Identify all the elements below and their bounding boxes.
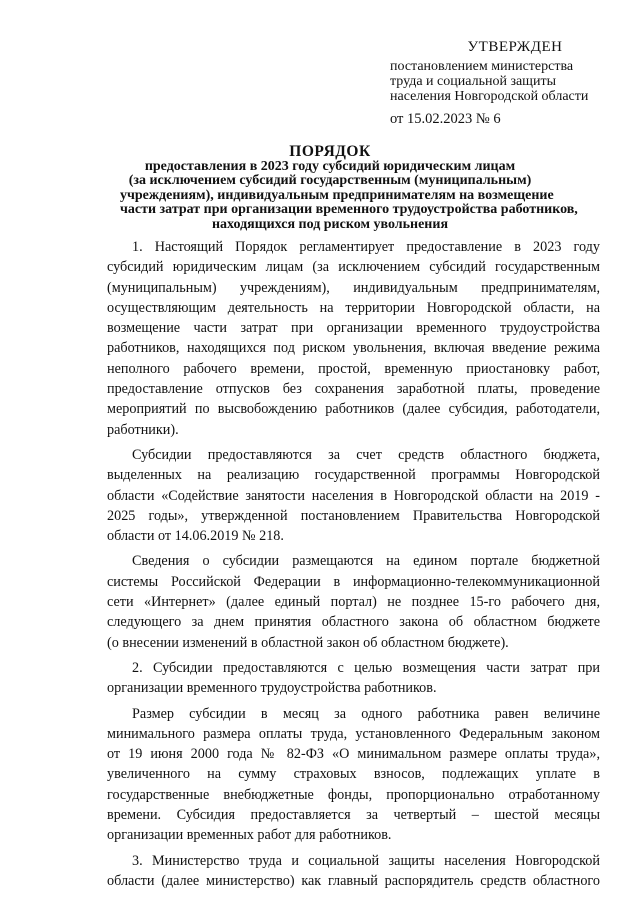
text-line: неполного рабочего времени, простой, временную приостановку работ, — [107, 360, 600, 377]
approval-stamp — [390, 40, 620, 127]
text-line: 3. Министерство труда и социальной защиты населения Новгородской — [132, 852, 600, 869]
paragraph-5 — [107, 704, 600, 846]
text-line: от 19 июня 2000 года № 82-ФЗ «О минимальном размере оплаты труда», — [107, 746, 600, 763]
title-subline: предоставления в 2023 году субсидий юридическим лицам — [144, 159, 516, 174]
text-line: 2. Субсидии предоставляются с целью возмещения части затрат при — [132, 659, 600, 676]
text-line: предоставление отпусков без сохранения заработной платы, проведение — [107, 381, 600, 398]
document-body — [107, 237, 600, 891]
paragraph-6 — [107, 851, 600, 892]
text-line: возмещение части затрат при организации временного трудоустройства — [107, 320, 600, 337]
text-line: (муниципальным) учреждениям), индивидуальным предпринимателям, — [107, 279, 600, 296]
text-line: минимального размера оплаты труда, установленного Федеральным законом — [107, 725, 600, 742]
text-line: области «Содействие занятости населения в Новгородской области на 2019 - — [107, 487, 600, 504]
text-line: 1. Настоящий Порядок регламентирует предоставление в 2023 году — [132, 239, 600, 255]
text-line: области от 14.06.2019 № 218. — [107, 528, 284, 545]
text-line: организации временных работ для работников. — [107, 827, 392, 844]
text-line: государственные внебюджетные фонды, пропорционально отработанному — [107, 786, 600, 803]
text-line: 2025 годы», утвержденной постановлением Правительства Новгородской — [107, 507, 600, 524]
text-line: сети «Интернет» (далее единый портал) не позднее 15-го рабочего дня, — [107, 594, 600, 611]
title-main: ПОРЯДОК — [289, 143, 371, 160]
paragraph-2 — [107, 445, 600, 546]
approval-line: постановлением министерства — [390, 59, 574, 74]
text-line: следующего за днем принятия областного закона об областном бюджете — [107, 614, 600, 631]
text-line: Субсидии предоставляются за счет средств областного бюджета, — [132, 446, 600, 463]
text-line: области (далее министерство) как главный распорядитель средств областного — [107, 872, 600, 889]
text-line: организации временного трудоустройства работников. — [107, 680, 437, 697]
document-title — [120, 143, 578, 232]
title-subline: учреждениям), индивидуальным предпринимателям на возмещение — [120, 187, 554, 203]
title-subline: части затрат при организации временного трудоустройства работников, — [120, 202, 578, 218]
approval-line: труда и социальной защиты — [390, 74, 556, 89]
text-line: субсидий юридическим лицам (за исключением субсидий государственным — [107, 259, 600, 276]
text-line: увеличенного на сумму страховых взносов, подлежащих уплате в — [107, 766, 600, 783]
title-subline: (за исключением субсидий государственным (муниципальным) — [128, 173, 532, 189]
text-line: системы Российской Федерации в информационно-телекоммуникационной — [107, 573, 600, 590]
approval-line: населения Новгородской области — [390, 89, 589, 104]
text-line: выделенных на реализацию государственной программы Новгородской — [107, 467, 600, 484]
text-line: (о внесении изменений в областной закон об областном бюджете). — [107, 634, 509, 651]
approval-date: от 15.02.2023 № 6 — [390, 111, 501, 127]
paragraph-3 — [107, 551, 600, 652]
text-line: работники). — [107, 421, 179, 438]
text-line: мероприятий по высвобождению работников (далее субсидия, работодатели, — [107, 401, 600, 418]
text-line: осуществляющим деятельность на территории Новгородской области, на — [107, 299, 600, 316]
approval-heading: УТВЕРЖДЕН — [467, 39, 563, 55]
text-line: Размер субсидии в месяц за одного работника равен величине — [132, 705, 600, 722]
paragraph-1 — [107, 237, 600, 440]
text-line: времени. Субсидия предоставляется за четвертый – шестой месяцы — [107, 807, 600, 824]
paragraph-4 — [107, 658, 600, 699]
title-subline: находящихся под риском увольнения — [211, 216, 449, 232]
text-line: работников, находящихся под риском увольнения, включая введение режима — [107, 340, 600, 357]
text-line: Сведения о субсидии размещаются на едином портале бюджетной — [132, 553, 600, 570]
